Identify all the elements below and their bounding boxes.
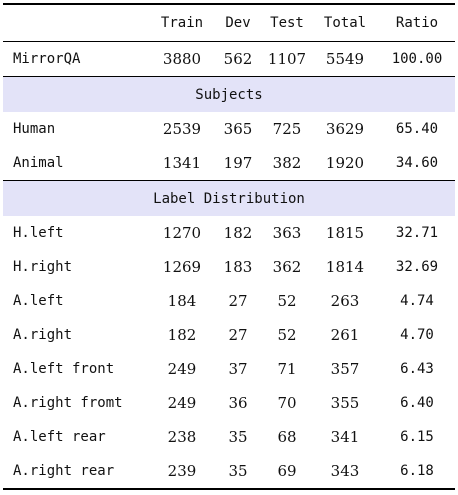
cell-total: 357 [330,360,360,378]
cell-dev: 183 [223,258,253,276]
cell-test: 52 [277,292,297,310]
cell-train: 1341 [162,154,202,172]
table-row [3,146,455,181]
table-row [3,420,455,454]
row-label: A.left front [13,361,115,377]
cell-train: 2539 [162,120,202,138]
cell-ratio: 32.71 [395,225,439,241]
cell-train: 184 [167,292,197,310]
cell-ratio: 34.60 [395,155,439,171]
cell-total: 343 [311,454,379,489]
cell-ratio: 32.69 [395,259,439,275]
overall-row [3,42,455,77]
cell-total: 355 [330,394,360,412]
cell-dev: 36 [228,394,248,412]
cell-total: 1920 [325,154,365,172]
row-label: MirrorQA [3,42,151,77]
cell-dev: 35 [228,428,248,446]
row-label: Animal [13,155,64,171]
cell-dev: 27 [228,292,248,310]
statistics-table [3,3,455,490]
table-row [3,318,455,352]
header-total: Total [323,15,367,31]
cell-train: 182 [167,326,197,344]
row-label: H.right [13,259,73,275]
cell-ratio: 65.40 [395,121,439,137]
cell-train: 239 [151,454,213,489]
table-row [3,284,455,318]
header-train: Train [160,15,204,31]
header-test: Test [270,15,304,31]
cell-total: 3629 [325,120,365,138]
cell-ratio: 4.70 [400,327,434,343]
cell-test: 68 [277,428,297,446]
cell-dev: 27 [228,326,248,344]
cell-test: 70 [277,394,297,412]
section-title: Subjects [3,77,455,113]
cell-train: 249 [167,360,197,378]
cell-ratio: 6.43 [400,361,434,377]
header-blank [3,4,151,42]
cell-ratio: 100.00 [379,42,455,77]
cell-dev: 562 [213,42,263,77]
cell-total: 263 [330,292,360,310]
section-label-distribution [3,181,455,217]
cell-dev: 365 [223,120,253,138]
header-ratio: Ratio [395,15,439,31]
row-label: A.left rear [13,429,106,445]
header-dev: Dev [225,15,251,31]
cell-test: 382 [272,154,302,172]
row-label: H.left [13,225,64,241]
row-label: A.right rear [3,454,151,489]
cell-train: 3880 [151,42,213,77]
cell-test: 52 [277,326,297,344]
section-title: Label Distribution [3,181,455,217]
cell-dev: 37 [228,360,248,378]
row-label: Human [13,121,56,137]
cell-train: 249 [167,394,197,412]
cell-ratio: 6.15 [400,429,434,445]
table-row [3,112,455,146]
cell-train: 238 [167,428,197,446]
table-row [3,352,455,386]
table-row [3,250,455,284]
table-row [3,386,455,420]
row-label: A.right [13,327,73,343]
cell-ratio: 6.40 [400,395,434,411]
row-label: A.left [13,293,64,309]
cell-total: 261 [330,326,360,344]
cell-total: 341 [330,428,360,446]
cell-ratio: 4.74 [400,293,434,309]
cell-train: 1269 [162,258,202,276]
cell-total: 1814 [325,258,365,276]
cell-test: 362 [272,258,302,276]
cell-test: 1107 [263,42,311,77]
cell-test: 71 [277,360,297,378]
cell-test: 725 [272,120,302,138]
table-row [3,454,455,489]
cell-dev: 182 [223,224,253,242]
section-subjects [3,77,455,113]
cell-test: 69 [263,454,311,489]
cell-dev: 197 [223,154,253,172]
row-label: A.right fromt [13,395,123,411]
cell-dev: 35 [213,454,263,489]
cell-total: 5549 [311,42,379,77]
cell-test: 363 [272,224,302,242]
table-row [3,216,455,250]
cell-ratio: 6.18 [379,454,455,489]
header-row [3,4,455,42]
cell-total: 1815 [325,224,365,242]
cell-train: 1270 [162,224,202,242]
